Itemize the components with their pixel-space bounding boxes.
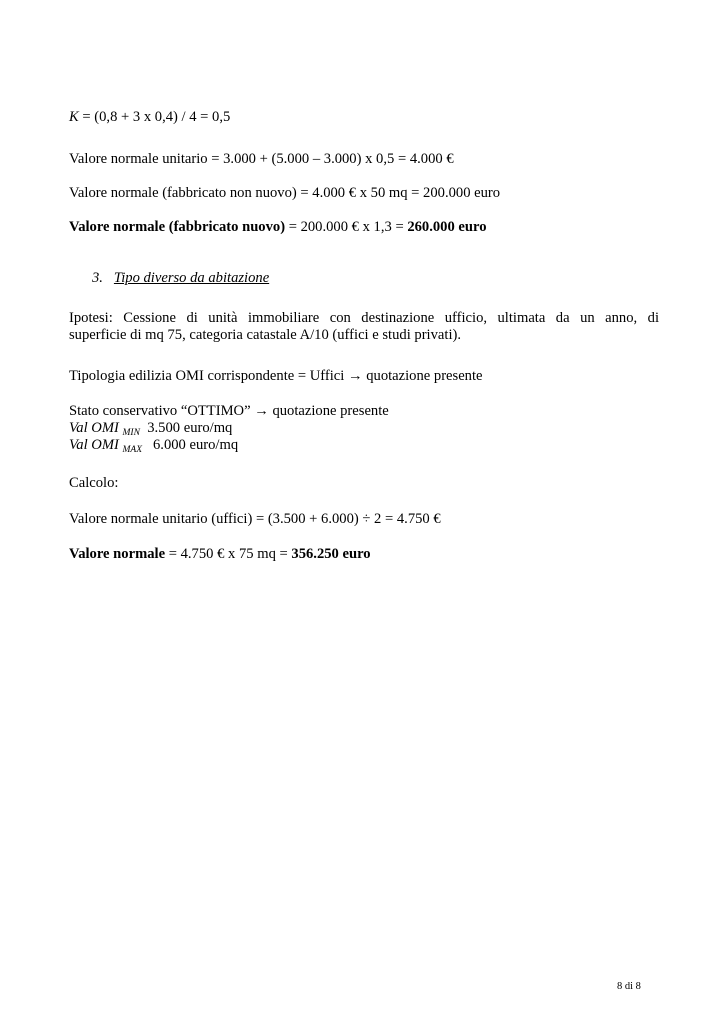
new-building-result: 260.000 euro	[407, 219, 487, 235]
section-title: Tipo diverso da abitazione	[113, 270, 270, 286]
new-building-line	[69, 219, 487, 236]
final-result: 356.250 euro	[291, 546, 371, 562]
final-label: Valore normale	[69, 546, 166, 562]
non-new-building-line: Valore normale (fabbricato non nuovo) = 4.000 € x 50 mq = 200.000 euro	[69, 185, 501, 201]
k-formula-line	[69, 109, 230, 126]
section-number: 3.	[92, 270, 103, 286]
omi-min-sub: MIN	[122, 428, 140, 438]
calc-label: Calcolo:	[69, 475, 119, 491]
state-line: Stato conservativo “OTTIMO” → quotazione presente	[69, 403, 389, 419]
omi-min-value: 3.500 euro/mq	[147, 420, 233, 436]
unit-value-line: Valore normale unitario = 3.000 + (5.000 – 3.000) x 0,5 = 4.000 €	[69, 151, 454, 167]
new-building-formula: = 200.000 € x 1,3 =	[285, 219, 408, 235]
unit-office-line: Valore normale unitario (uffici) = (3.500 + 6.000) ÷ 2 = 4.750 €	[69, 511, 441, 527]
final-formula: = 4.750 € x 75 mq =	[165, 546, 292, 562]
k-symbol: K	[69, 109, 79, 125]
k-formula: = (0,8 + 3 x 0,4) / 4 = 0,5	[78, 109, 231, 125]
final-value-line	[69, 546, 371, 563]
hypothesis-line-1: Ipotesi: Cessione di unità immobiliare con destinazione ufficio, ultimata da un anno, di	[69, 310, 659, 326]
hypothesis-line-2: superficie di mq 75, categoria catastale A/10 (uffici e studi privati).	[69, 327, 462, 343]
section-heading	[92, 270, 269, 287]
omi-max-value: 6.000 euro/mq	[153, 437, 239, 453]
omi-max-line	[69, 437, 238, 459]
typology-line: Tipologia edilizia OMI corrispondente = Uffici → quotazione presente	[69, 368, 483, 384]
omi-max-label: Val OMI	[69, 437, 119, 453]
new-building-label: Valore normale (fabbricato nuovo)	[69, 219, 286, 235]
omi-min-label: Val OMI	[69, 420, 119, 436]
omi-max-sub: MAX	[122, 445, 143, 455]
page-number: 8 di 8	[617, 981, 641, 992]
